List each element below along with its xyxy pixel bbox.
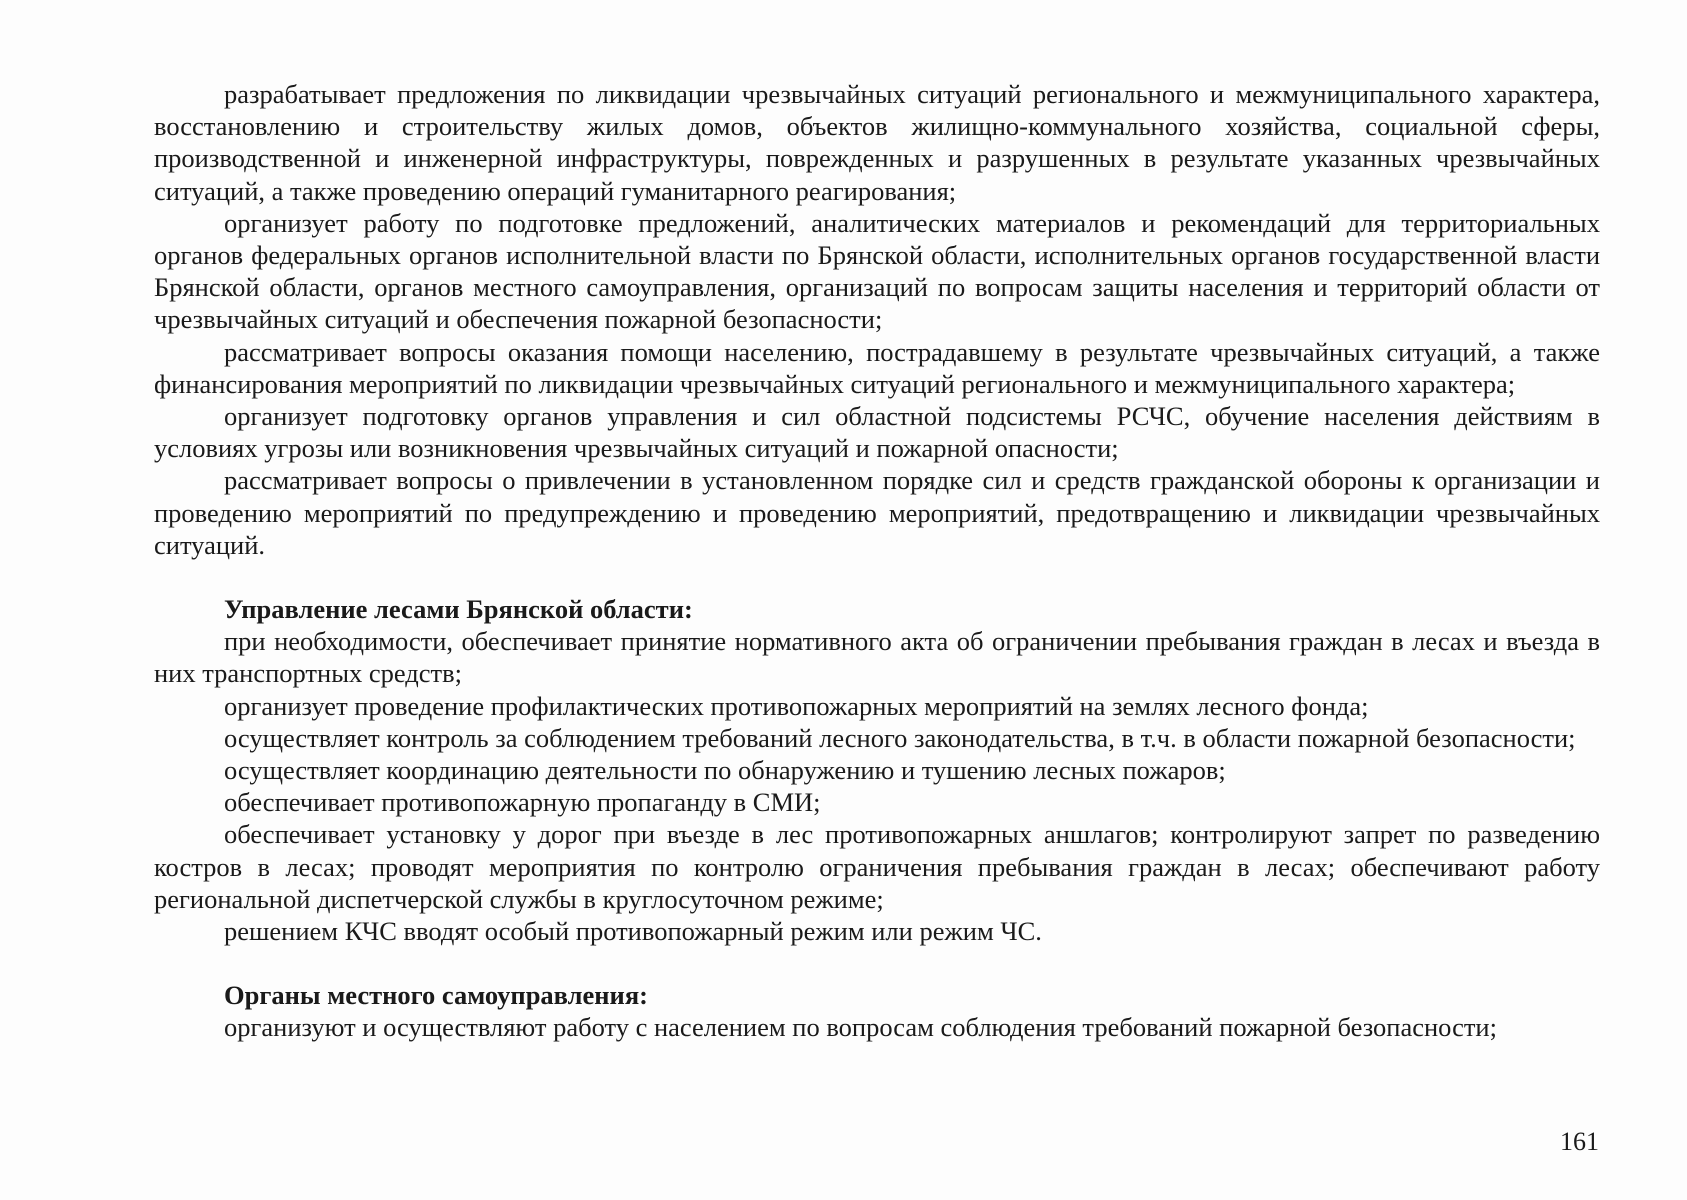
paragraph: организует подготовку органов управления и сил областной подсистемы РСЧС, обучение населения действиям в условиях угрозы или возникновения чрезвычайных ситуаций и пожарной опасности;: [154, 401, 1600, 464]
paragraph: разрабатывает предложения по ликвидации чрезвычайных ситуаций регионального и межмуниципального характера, восстановлению и строительству жилых домов, объектов жилищно-коммунального хозяйства, социальной сферы, производственной и инженерной инфраструктуры, поврежденных и разрушенных в результате указанных чрезвычайных ситуаций, а также проведению операций гуманитарного реагирования;: [154, 79, 1600, 206]
section-heading-local-government: Органы местного самоуправления:: [224, 980, 648, 1011]
paragraph: решением КЧС вводят особый противопожарный режим или режим ЧС.: [224, 916, 1042, 947]
paragraph: при необходимости, обеспечивает принятие нормативного акта об ограничении пребывания граждан в лесах и въезда в них транспортных средств;: [154, 626, 1600, 689]
paragraph: рассматривает вопросы оказания помощи населению, пострадавшему в результате чрезвычайных ситуаций, а также финансирования мероприятий по ликвидации чрезвычайных ситуаций регионального и межмуниципального характера;: [154, 336, 1600, 399]
paragraph: осуществляет координацию деятельности по обнаружению и тушению лесных пожаров;: [224, 755, 1226, 786]
document-body: [154, 78, 1600, 1044]
paragraph: обеспечивает установку у дорог при въезде в лес противопожарных аншлагов; контролируют запрет по разведению костров в лесах; проводят мероприятия по контролю ограничения пребывания граждан в лесах; обеспечивают работу региональной диспетчерской службы в круглосуточном режиме;: [154, 819, 1600, 914]
section-gap: [154, 947, 1600, 979]
paragraph: обеспечивает противопожарную пропаганду в СМИ;: [224, 787, 821, 818]
paragraph: организует работу по подготовке предложений, аналитических материалов и рекомендаций для территориальных органов федеральных органов исполнительной власти по Брянской области, исполнительных органов государственной власти Брянской области, органов местного самоуправления, организаций по вопросам защиты населения и территорий области от чрезвычайных ситуаций и обеспечения пожарной безопасности;: [154, 207, 1600, 335]
section-gap: [154, 561, 1600, 593]
paragraph: организует проведение профилактических противопожарных мероприятий на землях лесного фонда;: [224, 690, 1369, 721]
page-number: 161: [1560, 1127, 1599, 1156]
section-heading-forest-management: Управление лесами Брянской области:: [224, 594, 693, 625]
paragraph: осуществляет контроль за соблюдением требований лесного законодательства, в т.ч. в области пожарной безопасности;: [224, 722, 1576, 753]
paragraph: организуют и осуществляют работу с населением по вопросам соблюдения требований пожарной безопасности;: [224, 1012, 1497, 1043]
paragraph: рассматривает вопросы о привлечении в установленном порядке сил и средств гражданской обороны к организации и проведению мероприятий по предупреждению и проведению мероприятий, предотвращению и ликвидации чрезвычайных ситуаций.: [154, 465, 1600, 560]
